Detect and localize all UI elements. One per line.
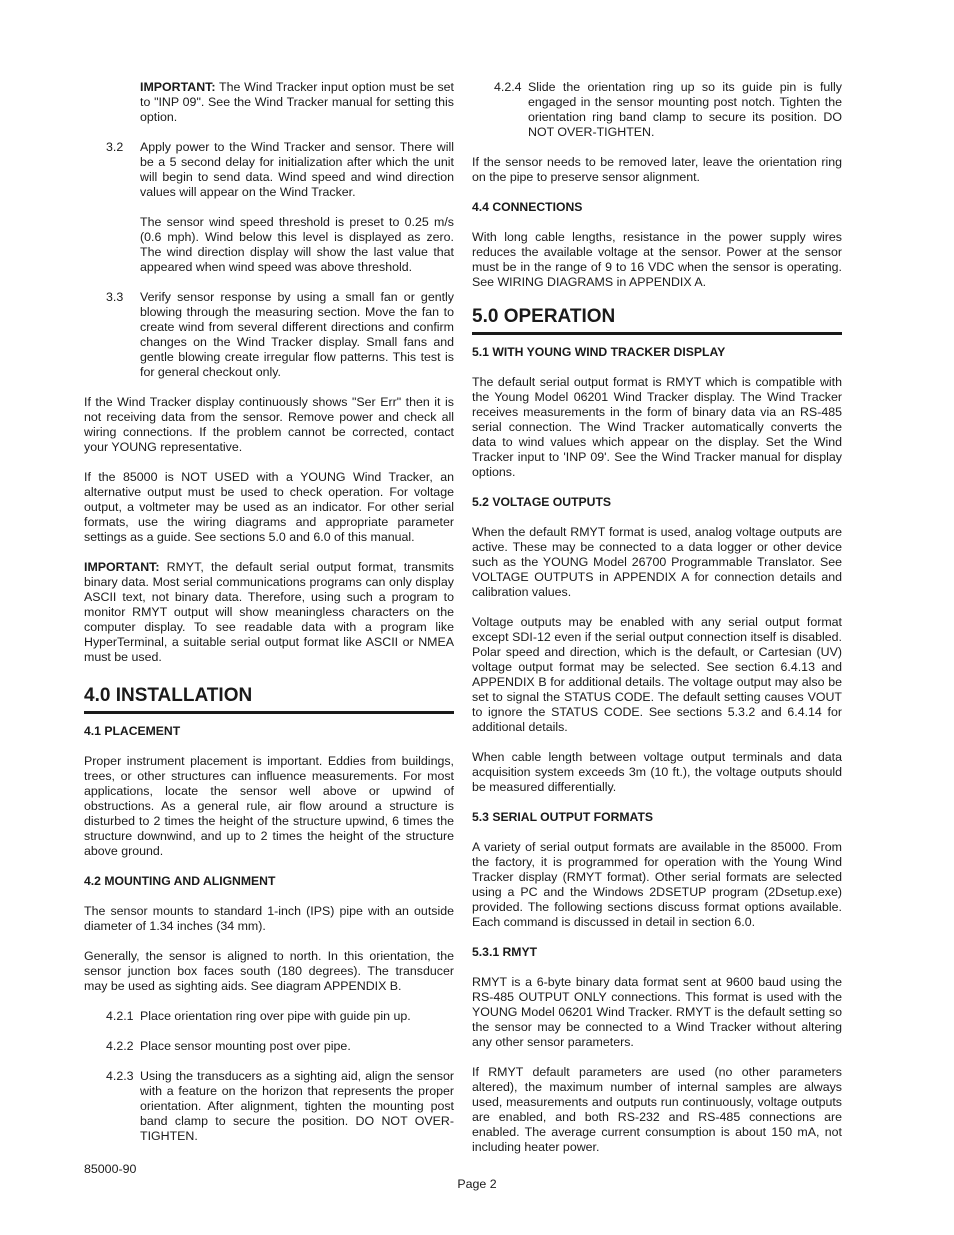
step-3-3 [84, 290, 454, 380]
right-column [472, 80, 842, 1155]
step-text: Place sensor mounting post over pipe. [140, 1039, 351, 1053]
rmyt-paragraph-2: If RMYT default parameters are used (no other parameters altered), the maximum number of internal samples are always used, measurements and outputs run continuously, voltage outputs are enabled, and both RS-232 and RS-485 connections are enabled. The average current consumption is about 150 mA, not including heater power. [472, 1065, 842, 1154]
placement-heading: 4.1 PLACEMENT [84, 724, 181, 738]
important-label: IMPORTANT: [84, 560, 160, 574]
step-number: 4.2.3 [106, 1069, 134, 1083]
ser-err-paragraph: If the Wind Tracker display continuously shows "Ser Err" then it is not receiving data from the sensor. Remove power and check all wiring connections. If the problem cannot be corrected, contact your YOUNG representative. [84, 395, 454, 454]
mounting-heading: 4.2 MOUNTING AND ALIGNMENT [84, 874, 276, 888]
step-3-2 [84, 140, 454, 200]
mounting-paragraph-2: Generally, the sensor is aligned to north. In this orientation, the sensor junction box faces south (180 degrees). The transducer may be used as sighting aids. See diagram APPENDIX B. [84, 949, 454, 993]
step-number: 4.2.1 [106, 1009, 134, 1023]
wind-tracker-paragraph: The default serial output format is RMYT which is compatible with the Young Model 06201 Wind Tracker display. The Wind Tracker receives measurements in the form of binary data via an RS-485 serial connection. The Wind Tracker automatically converts the data to wind values which appear on the display. Set the Wind Tracker input to 'INP 09'. See the Wind Tracker manual for display options. [472, 375, 842, 479]
important-label: IMPORTANT: [140, 80, 216, 94]
step-4-2-3 [84, 1069, 454, 1144]
important-text: The Wind Tracker input option must be set to "INP 09". See the Wind Tracker manual for setting this option. [140, 80, 454, 124]
voltage-paragraph-3: When cable length between voltage output terminals and data acquisition system exceeds 3m (10 ft.), the voltage outputs should be measured differentially. [472, 750, 842, 794]
threshold-note: The sensor wind speed threshold is preset to 0.25 m/s (0.6 mph). Wind below this level is displayed as zero. The wind direction display will show the last value that appeared when wind speed was above threshold. [140, 215, 454, 274]
not-used-paragraph: If the 85000 is NOT USED with a YOUNG Wind Tracker, an alternative output must be used to check operation. For voltage output, a voltmeter may be used as an indicator. For other serial formats, use the wiring diagrams and appropriate parameter settings as a guide. See sections 5.0 and 6.0 of this manual. [84, 470, 454, 544]
rmyt-paragraph-1: RMYT is a 6-byte binary data format sent at 9600 baud using the RS-485 OUTPUT ONLY connections. This format is used with the YOUNG Model 06201 Wind Tracker. RMYT is the default setting so the sensor may be connected to a Wind Tracker without altering any other sensor parameters. [472, 975, 842, 1049]
step-text: Verify sensor response by using a small fan or gently blowing through the measuring section. Move the fan to create wind from several different directions and confirm changes on the Wind Tracker display. Small fans and gentle blowing create irregular flow patterns. This test is for general checkout only. [140, 290, 454, 379]
step-text: Slide the orientation ring up so its guide pin is fully engaged in the sensor mounting post notch. Tighten the orientation ring band clamp to secure its position. DO NOT OVER-TIGHTEN. [528, 80, 842, 139]
document-id: 85000-90 [84, 1162, 137, 1176]
voltage-paragraph-2: Voltage outputs may be enabled with any serial output format except SDI-12 even if the serial output connection itself is disabled. Polar speed and direction, which is the default, or Cartesian (UV) voltage output format may be selected. See section 6.4.13 and APPENDIX B for additional details. The voltage output may also be set to signal the STATUS CODE. The default setting causes VOUT to ignore the STATUS CODE. See sections 5.3.2 and 6.4.14 for additional details. [472, 615, 842, 734]
page-number: Page 2 [457, 1177, 497, 1191]
serial-paragraph: A variety of serial output formats are available in the 85000. From the factory, it is programmed for operation with the Young Wind Tracker display (RMYT format). Other serial formats are selected using a PC and the Windows 2DSETUP program (2Dsetup.exe) provided. The following sections discuss format options available. Each command is discussed in detail in section 6.0. [472, 840, 842, 929]
step-4-2-4 [472, 80, 842, 140]
voltage-heading: 5.2 VOLTAGE OUTPUTS [472, 495, 612, 509]
step-text: Place orientation ring over pipe with guide pin up. [140, 1009, 411, 1023]
installation-heading: 4.0 INSTALLATION [84, 685, 454, 714]
important-note-1 [84, 80, 454, 125]
remove-paragraph: If the sensor needs to be removed later, leave the orientation ring on the pipe to preserve sensor alignment. [472, 155, 842, 184]
step-number: 3.2 [106, 140, 124, 154]
left-column [84, 80, 454, 1144]
step-text: Using the transducers as a sighting aid, align the sensor with a feature on the horizon that represents the proper orientation. After alignment, tighten the mounting post band clamp to secure the position. DO NOT OVER-TIGHTEN. [140, 1069, 454, 1143]
important-text: RMYT, the default serial output format, transmits binary data. Most serial communications programs can only display ASCII text, not binary data. Therefore, using such a program to monitor RMYT output will show meaningless characters on the computer display. To see readable data with a program like HyperTerminal, a suitable serial output format like ASCII or NMEA must be used. [84, 560, 454, 664]
mounting-paragraph-1: The sensor mounts to standard 1-inch (IPS) pipe with an outside diameter of 1.34 inches (34 mm). [84, 904, 454, 933]
wind-tracker-heading: 5.1 WITH YOUNG WIND TRACKER DISPLAY [472, 345, 726, 359]
placement-paragraph: Proper instrument placement is important. Eddies from buildings, trees, or other structures can influence measurements. For most applications, locate the sensor well above or upwind of obstructions. As a general rule, air flow around a structure is disturbed to 2 times the height of the structure upwind, 6 times the structure downwind, and up to 2 times the height of the structure above ground. [84, 754, 454, 858]
step-number: 3.3 [106, 290, 124, 304]
step-number: 4.2.2 [106, 1039, 134, 1053]
step-4-2-1 [84, 1009, 454, 1024]
step-number: 4.2.4 [494, 80, 522, 94]
operation-heading: 5.0 OPERATION [472, 306, 842, 335]
step-4-2-2 [84, 1039, 454, 1054]
voltage-paragraph-1: When the default RMYT format is used, analog voltage outputs are active. These may be connected to a data logger or other device such as the YOUNG Model 26700 Programmable Translator. See VOLTAGE OUTPUTS in APPENDIX A for connection details and calibration values. [472, 525, 842, 599]
connections-paragraph: With long cable lengths, resistance in the power supply wires reduces the available voltage at the sensor. Power at the sensor must be in the range of 9 to 16 VDC when the sensor is operating. See WIRING DIAGRAMS in APPENDIX A. [472, 230, 842, 289]
important-note-2 [84, 560, 454, 665]
step-text: Apply power to the Wind Tracker and sensor. There will be a 5 second delay for initialization after which the unit will begin to send data. Wind speed and wind direction values will appear on the Wind Tracker. [140, 140, 454, 199]
connections-heading: 4.4 CONNECTIONS [472, 200, 583, 214]
rmyt-heading: 5.3.1 RMYT [472, 945, 538, 959]
serial-heading: 5.3 SERIAL OUTPUT FORMATS [472, 810, 654, 824]
